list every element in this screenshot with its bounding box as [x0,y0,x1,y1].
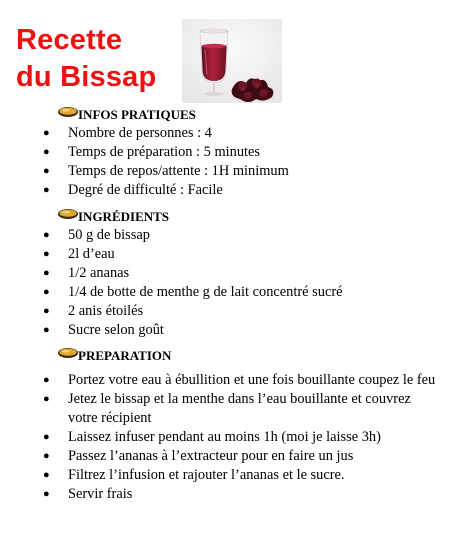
list-item [0,371,467,390]
bullet-icon: ● [43,450,50,462]
list-item [0,226,467,245]
list-item-text: Filtrez l’infusion et rajouter l’ananas et le sucre. [68,467,345,483]
list-item [0,390,467,428]
list-item [0,428,467,447]
list-item [0,124,467,143]
info-list [0,124,467,200]
bowl-icon [57,106,79,118]
section-title: PREPARATION [78,348,172,363]
list-item [0,143,467,162]
list-item-text: 50 g de bissap [68,227,150,243]
bullet-icon: ● [43,286,50,298]
section-heading-ingredients [0,206,467,226]
ingredient-list [0,226,467,340]
section-heading-infos-pratiques [0,104,467,124]
bullet-icon: ● [43,374,50,386]
bullet-icon: ● [43,324,50,336]
bullet-icon: ● [43,488,50,500]
list-item [0,245,467,264]
bullet-icon: ● [43,393,50,405]
bullet-icon: ● [43,165,50,177]
list-item-text: Passez l’ananas à l’extracteur pour en faire un jus [68,448,354,464]
bullet-icon: ● [43,431,50,443]
list-item-text: Sucre selon goût [68,322,164,338]
bowl-icon [57,208,79,220]
list-item-text: Portez votre eau à ébullition et une fois bouillante coupez le feu [68,372,436,388]
list-item-text: Jetez le bissap et la menthe dans l’eau bouillante et couvrez votre récipient [68,391,411,426]
list-item-text: Degré de difficulté : Facile [68,182,223,198]
list-item [0,321,467,340]
list-item-text: 1/2 ananas [68,265,130,281]
list-item [0,485,467,504]
section-title: INFOS PRATIQUES [78,107,196,122]
recipe-title [16,22,156,96]
list-item-text: 2 anis étoilés [68,303,144,319]
section-heading-preparation [0,345,467,365]
bullet-icon: ● [43,229,50,241]
list-item-text: Temps de préparation : 5 minutes [68,144,261,160]
list-item [0,264,467,283]
section-infos-pratiques [0,104,467,200]
recipe-title-line-2: du Bissap [16,61,157,93]
preparation-list [0,371,467,504]
bullet-icon: ● [43,146,50,158]
list-item [0,447,467,466]
recipe-title-line-1: Recette [16,24,123,56]
bullet-icon: ● [43,127,50,139]
list-item [0,162,467,181]
bullet-icon: ● [43,267,50,279]
bullet-icon: ● [43,184,50,196]
list-item-text: Servir frais [68,486,133,502]
list-item-text: Nombre de personnes : 4 [68,125,212,141]
bowl-icon [57,347,79,359]
list-item-text: Temps de repos/attente : 1H minimum [68,163,289,179]
bullet-icon: ● [43,305,50,317]
section-ingredients [0,206,467,340]
list-item-text: Laissez infuser pendant au moins 1h (moi je laisse 3h) [68,429,381,445]
list-item [0,283,467,302]
list-item-text: 1/4 de botte de menthe g de lait concentré sucré [68,284,343,300]
bissap-drink-photo [182,19,282,103]
list-item [0,181,467,200]
section-title: INGRÉDIENTS [78,209,170,224]
section-preparation [0,345,467,504]
list-item-text: 2l d’eau [68,246,115,262]
list-item [0,466,467,485]
list-item [0,302,467,321]
bullet-icon: ● [43,469,50,481]
bullet-icon: ● [43,248,50,260]
